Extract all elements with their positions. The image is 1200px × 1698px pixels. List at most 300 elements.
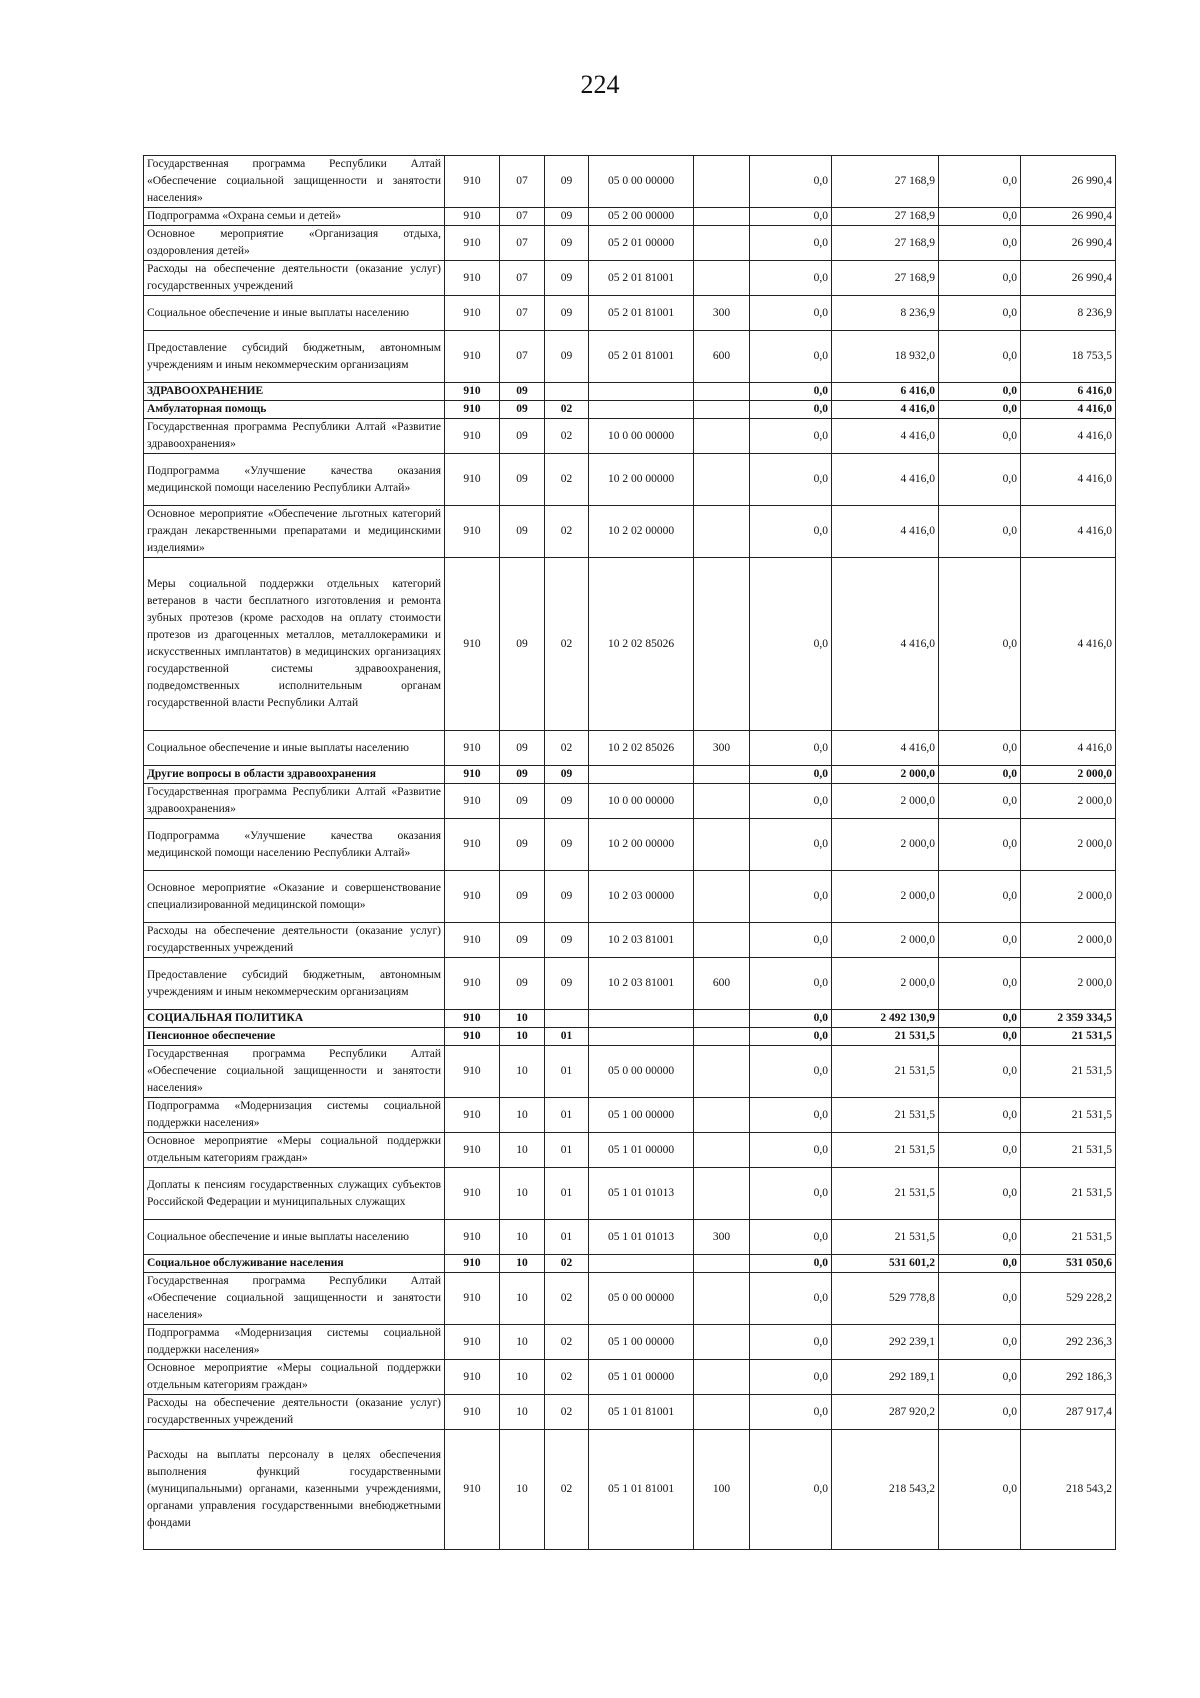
cell-grbs: 910 [445,1098,500,1133]
table-row [144,1168,1116,1220]
table-row [144,383,1116,401]
cell-section: 10 [500,1098,545,1133]
cell-value-4: 21 531,5 [1021,1220,1116,1255]
cell-expense-type: 100 [694,1430,750,1550]
cell-value-2: 2 000,0 [832,958,939,1010]
cell-value-4: 218 543,2 [1021,1430,1116,1550]
cell-expense-type [694,454,750,506]
cell-value-2: 292 239,1 [832,1325,939,1360]
cell-name: Расходы на выплаты персоналу в целях обеспечения выполнения функций государственными (муниципальными) органами, казенными учреждениями, органами управления государственными внебюджетными фондами [144,1430,445,1550]
cell-value-2: 529 778,8 [832,1273,939,1325]
cell-value-3: 0,0 [939,819,1021,871]
cell-value-4: 531 050,6 [1021,1255,1116,1273]
cell-section: 07 [500,156,545,208]
table-row [144,1273,1116,1325]
cell-value-4: 21 531,5 [1021,1028,1116,1046]
cell-value-4: 4 416,0 [1021,558,1116,731]
cell-subsection: 09 [545,261,589,296]
cell-target-article: 10 2 03 81001 [589,958,694,1010]
table-row [144,1360,1116,1395]
cell-target-article: 10 2 02 85026 [589,558,694,731]
cell-name: Подпрограмма «Улучшение качества оказания медицинской помощи населению Республики Алтай» [144,819,445,871]
cell-value-3: 0,0 [939,383,1021,401]
cell-value-1: 0,0 [750,506,832,558]
cell-subsection: 02 [545,1255,589,1273]
cell-expense-type [694,1273,750,1325]
cell-expense-type [694,208,750,226]
cell-expense-type [694,871,750,923]
cell-value-1: 0,0 [750,1028,832,1046]
cell-expense-type [694,1395,750,1430]
cell-expense-type [694,784,750,819]
cell-name: Социальное обслуживание населения [144,1255,445,1273]
cell-target-article: 05 1 01 01013 [589,1220,694,1255]
cell-name: Предоставление субсидий бюджетным, автономным учреждениям и иным некоммерческим организациям [144,331,445,383]
cell-value-4: 4 416,0 [1021,506,1116,558]
cell-value-1: 0,0 [750,261,832,296]
table-row [144,226,1116,261]
cell-expense-type: 300 [694,296,750,331]
cell-target-article: 05 2 01 81001 [589,296,694,331]
table-row [144,819,1116,871]
cell-subsection: 01 [545,1220,589,1255]
cell-grbs: 910 [445,784,500,819]
cell-expense-type [694,1133,750,1168]
cell-section: 07 [500,296,545,331]
table-row [144,506,1116,558]
table-row [144,331,1116,383]
cell-section: 09 [500,766,545,784]
cell-grbs: 910 [445,1255,500,1273]
cell-value-4: 4 416,0 [1021,401,1116,419]
cell-subsection: 02 [545,1360,589,1395]
cell-expense-type [694,419,750,454]
cell-subsection: 09 [545,331,589,383]
cell-value-1: 0,0 [750,1010,832,1028]
cell-section: 10 [500,1273,545,1325]
cell-section: 09 [500,958,545,1010]
cell-value-1: 0,0 [750,1046,832,1098]
cell-value-4: 26 990,4 [1021,261,1116,296]
cell-section: 09 [500,383,545,401]
budget-table [143,155,1116,1550]
table-row [144,558,1116,731]
cell-expense-type: 600 [694,958,750,1010]
cell-target-article: 10 0 00 00000 [589,419,694,454]
cell-subsection: 02 [545,419,589,454]
cell-value-2: 2 492 130,9 [832,1010,939,1028]
cell-name: Основное мероприятие «Оказание и совершенствование специализированной медицинской помощи» [144,871,445,923]
cell-value-4: 287 917,4 [1021,1395,1116,1430]
cell-section: 10 [500,1430,545,1550]
cell-value-4: 4 416,0 [1021,419,1116,454]
cell-name: Государственная программа Республики Алтай «Развитие здравоохранения» [144,419,445,454]
cell-value-3: 0,0 [939,1010,1021,1028]
cell-subsection: 01 [545,1168,589,1220]
cell-grbs: 910 [445,731,500,766]
cell-grbs: 910 [445,558,500,731]
cell-value-1: 0,0 [750,383,832,401]
cell-section: 10 [500,1395,545,1430]
cell-target-article [589,383,694,401]
cell-value-3: 0,0 [939,261,1021,296]
cell-name: Подпрограмма «Модернизация системы социальной поддержки населения» [144,1098,445,1133]
cell-target-article: 05 1 01 01013 [589,1168,694,1220]
cell-value-3: 0,0 [939,1046,1021,1098]
cell-section: 10 [500,1325,545,1360]
cell-value-1: 0,0 [750,419,832,454]
cell-value-1: 0,0 [750,731,832,766]
cell-value-2: 27 168,9 [832,156,939,208]
cell-name: Государственная программа Республики Алтай «Обеспечение социальной защищенности и занятости населения» [144,156,445,208]
cell-subsection: 02 [545,1273,589,1325]
cell-subsection [545,1010,589,1028]
cell-grbs: 910 [445,454,500,506]
cell-value-1: 0,0 [750,401,832,419]
cell-name: Основное мероприятие «Меры социальной поддержки отдельным категориям граждан» [144,1133,445,1168]
cell-section: 10 [500,1255,545,1273]
cell-target-article: 05 2 01 00000 [589,226,694,261]
cell-value-2: 4 416,0 [832,506,939,558]
cell-expense-type [694,1325,750,1360]
cell-value-2: 21 531,5 [832,1046,939,1098]
table-row [144,296,1116,331]
cell-value-4: 2 359 334,5 [1021,1010,1116,1028]
cell-grbs: 910 [445,331,500,383]
cell-subsection: 01 [545,1098,589,1133]
cell-name: Государственная программа Республики Алтай «Обеспечение социальной защищенности и занятости населения» [144,1273,445,1325]
cell-section: 07 [500,226,545,261]
cell-value-3: 0,0 [939,506,1021,558]
table-row [144,1255,1116,1273]
cell-value-3: 0,0 [939,923,1021,958]
cell-subsection: 02 [545,1430,589,1550]
cell-subsection: 02 [545,454,589,506]
cell-grbs: 910 [445,401,500,419]
page-number: 224 [580,70,620,99]
table-row [144,1395,1116,1430]
cell-value-2: 2 000,0 [832,871,939,923]
table-row [144,208,1116,226]
cell-subsection: 02 [545,401,589,419]
cell-expense-type [694,156,750,208]
cell-value-1: 0,0 [750,1255,832,1273]
cell-name: Другие вопросы в области здравоохранения [144,766,445,784]
cell-grbs: 910 [445,1010,500,1028]
cell-section: 09 [500,923,545,958]
cell-subsection: 09 [545,766,589,784]
cell-section: 10 [500,1133,545,1168]
cell-target-article: 05 1 01 81001 [589,1395,694,1430]
cell-subsection: 01 [545,1046,589,1098]
cell-subsection: 09 [545,156,589,208]
cell-value-4: 26 990,4 [1021,156,1116,208]
cell-target-article: 10 2 03 00000 [589,871,694,923]
cell-target-article: 05 1 01 00000 [589,1360,694,1395]
cell-expense-type [694,558,750,731]
cell-value-1: 0,0 [750,1098,832,1133]
cell-grbs: 910 [445,766,500,784]
cell-expense-type [694,1255,750,1273]
cell-value-1: 0,0 [750,871,832,923]
cell-value-2: 27 168,9 [832,226,939,261]
cell-grbs: 910 [445,1028,500,1046]
cell-target-article: 05 2 01 81001 [589,331,694,383]
cell-grbs: 910 [445,1430,500,1550]
cell-target-article: 05 1 00 00000 [589,1098,694,1133]
cell-target-article [589,1255,694,1273]
cell-value-2: 292 189,1 [832,1360,939,1395]
table-row [144,923,1116,958]
cell-value-3: 0,0 [939,331,1021,383]
cell-expense-type [694,226,750,261]
cell-expense-type [694,1168,750,1220]
cell-value-2: 27 168,9 [832,261,939,296]
cell-expense-type [694,261,750,296]
cell-grbs: 910 [445,1273,500,1325]
cell-value-4: 2 000,0 [1021,819,1116,871]
cell-section: 09 [500,419,545,454]
cell-name: СОЦИАЛЬНАЯ ПОЛИТИКА [144,1010,445,1028]
cell-value-2: 4 416,0 [832,401,939,419]
cell-value-2: 18 932,0 [832,331,939,383]
cell-subsection: 09 [545,226,589,261]
cell-value-2: 2 000,0 [832,819,939,871]
cell-value-1: 0,0 [750,331,832,383]
table-row [144,1220,1116,1255]
cell-value-3: 0,0 [939,1255,1021,1273]
cell-section: 10 [500,1046,545,1098]
cell-value-4: 4 416,0 [1021,731,1116,766]
table-row [144,1325,1116,1360]
cell-value-1: 0,0 [750,208,832,226]
cell-value-4: 2 000,0 [1021,766,1116,784]
cell-name: Пенсионное обеспечение [144,1028,445,1046]
cell-target-article: 05 0 00 00000 [589,1273,694,1325]
cell-target-article [589,1028,694,1046]
cell-value-1: 0,0 [750,958,832,1010]
cell-name: Подпрограмма «Модернизация системы социальной поддержки населения» [144,1325,445,1360]
cell-value-4: 2 000,0 [1021,871,1116,923]
cell-name: Предоставление субсидий бюджетным, автономным учреждениям и иным некоммерческим организациям [144,958,445,1010]
cell-value-1: 0,0 [750,1220,832,1255]
cell-value-4: 18 753,5 [1021,331,1116,383]
cell-grbs: 910 [445,419,500,454]
cell-expense-type [694,1028,750,1046]
cell-target-article [589,766,694,784]
cell-subsection: 09 [545,871,589,923]
cell-value-1: 0,0 [750,784,832,819]
cell-value-1: 0,0 [750,1168,832,1220]
table-row [144,1430,1116,1550]
cell-value-2: 8 236,9 [832,296,939,331]
cell-name: Государственная программа Республики Алтай «Развитие здравоохранения» [144,784,445,819]
cell-expense-type [694,506,750,558]
table-row [144,1098,1116,1133]
cell-value-2: 21 531,5 [832,1168,939,1220]
cell-subsection: 02 [545,558,589,731]
cell-section: 07 [500,261,545,296]
cell-value-3: 0,0 [939,454,1021,506]
cell-expense-type [694,1098,750,1133]
cell-subsection: 02 [545,506,589,558]
cell-value-1: 0,0 [750,226,832,261]
cell-value-4: 2 000,0 [1021,958,1116,1010]
cell-grbs: 910 [445,208,500,226]
cell-expense-type [694,1010,750,1028]
cell-value-3: 0,0 [939,156,1021,208]
table-row [144,766,1116,784]
cell-value-3: 0,0 [939,208,1021,226]
cell-value-3: 0,0 [939,296,1021,331]
budget-table-body [144,156,1116,1550]
cell-value-3: 0,0 [939,784,1021,819]
cell-expense-type [694,766,750,784]
cell-value-4: 2 000,0 [1021,923,1116,958]
cell-value-1: 0,0 [750,1273,832,1325]
cell-grbs: 910 [445,383,500,401]
cell-value-1: 0,0 [750,156,832,208]
cell-value-4: 26 990,4 [1021,226,1116,261]
cell-subsection: 09 [545,819,589,871]
cell-value-3: 0,0 [939,871,1021,923]
table-row [144,871,1116,923]
cell-value-2: 287 920,2 [832,1395,939,1430]
cell-value-2: 531 601,2 [832,1255,939,1273]
cell-section: 10 [500,1360,545,1395]
table-row [144,1010,1116,1028]
cell-value-1: 0,0 [750,1360,832,1395]
cell-grbs: 910 [445,1168,500,1220]
cell-value-4: 21 531,5 [1021,1046,1116,1098]
table-row [144,156,1116,208]
cell-expense-type [694,923,750,958]
cell-name: ЗДРАВООХРАНЕНИЕ [144,383,445,401]
cell-subsection: 09 [545,784,589,819]
cell-value-1: 0,0 [750,819,832,871]
cell-value-2: 6 416,0 [832,383,939,401]
cell-name: Социальное обеспечение и иные выплаты населению [144,296,445,331]
cell-subsection: 09 [545,208,589,226]
cell-name: Основное мероприятие «Организация отдыха, оздоровления детей» [144,226,445,261]
cell-value-2: 2 000,0 [832,766,939,784]
cell-expense-type [694,1046,750,1098]
cell-target-article: 05 0 00 00000 [589,156,694,208]
cell-target-article: 10 2 00 00000 [589,454,694,506]
cell-value-4: 4 416,0 [1021,454,1116,506]
cell-value-3: 0,0 [939,1220,1021,1255]
cell-name: Доплаты к пенсиям государственных служащих субъектов Российской Федерации и муниципальных служащих [144,1168,445,1220]
cell-value-1: 0,0 [750,1325,832,1360]
cell-expense-type: 300 [694,1220,750,1255]
table-row [144,958,1116,1010]
cell-name: Государственная программа Республики Алтай «Обеспечение социальной защищенности и занятости населения» [144,1046,445,1098]
cell-value-3: 0,0 [939,766,1021,784]
cell-target-article: 10 2 00 00000 [589,819,694,871]
cell-expense-type: 600 [694,331,750,383]
cell-target-article: 10 2 02 00000 [589,506,694,558]
cell-value-1: 0,0 [750,766,832,784]
cell-value-2: 4 416,0 [832,419,939,454]
cell-value-3: 0,0 [939,1098,1021,1133]
cell-grbs: 910 [445,958,500,1010]
cell-grbs: 910 [445,819,500,871]
cell-section: 09 [500,401,545,419]
cell-value-3: 0,0 [939,1325,1021,1360]
cell-grbs: 910 [445,506,500,558]
table-row [144,784,1116,819]
cell-section: 09 [500,558,545,731]
cell-grbs: 910 [445,156,500,208]
cell-target-article: 10 2 03 81001 [589,923,694,958]
cell-grbs: 910 [445,296,500,331]
cell-name: Меры социальной поддержки отдельных категорий ветеранов в части бесплатного изготовления и ремонта зубных протезов (кроме расходов на оплату стоимости протезов из драгоценных металлов, металлокерамики и искусственных имплантатов) в медицинских организациях государственной системы здравоохранения, подведомственных исполнительным органам государственной власти Республики Алтай [144,558,445,731]
cell-value-2: 21 531,5 [832,1220,939,1255]
cell-section: 07 [500,331,545,383]
cell-section: 09 [500,731,545,766]
cell-value-2: 2 000,0 [832,784,939,819]
cell-name: Основное мероприятие «Обеспечение льготных категорий граждан лекарственными препаратами и медицинскими изделиями» [144,506,445,558]
cell-subsection [545,383,589,401]
cell-subsection: 02 [545,1395,589,1430]
cell-value-3: 0,0 [939,1133,1021,1168]
cell-value-4: 21 531,5 [1021,1168,1116,1220]
cell-name: Подпрограмма «Улучшение качества оказания медицинской помощи населению Республики Алтай» [144,454,445,506]
cell-value-1: 0,0 [750,454,832,506]
cell-grbs: 910 [445,1395,500,1430]
cell-expense-type [694,401,750,419]
cell-target-article [589,1010,694,1028]
cell-grbs: 910 [445,871,500,923]
cell-value-2: 21 531,5 [832,1098,939,1133]
cell-value-1: 0,0 [750,1395,832,1430]
cell-value-4: 529 228,2 [1021,1273,1116,1325]
cell-grbs: 910 [445,1220,500,1255]
cell-name: Подпрограмма «Охрана семьи и детей» [144,208,445,226]
cell-target-article: 05 2 00 00000 [589,208,694,226]
cell-subsection: 09 [545,958,589,1010]
cell-subsection: 01 [545,1028,589,1046]
cell-value-4: 292 236,3 [1021,1325,1116,1360]
cell-value-4: 21 531,5 [1021,1133,1116,1168]
cell-target-article [589,401,694,419]
cell-name: Основное мероприятие «Меры социальной поддержки отдельным категориям граждан» [144,1360,445,1395]
cell-value-4: 292 186,3 [1021,1360,1116,1395]
cell-value-1: 0,0 [750,558,832,731]
cell-value-1: 0,0 [750,1430,832,1550]
cell-section: 09 [500,871,545,923]
table-row [144,1028,1116,1046]
cell-value-2: 27 168,9 [832,208,939,226]
cell-target-article: 05 2 01 81001 [589,261,694,296]
cell-value-3: 0,0 [939,1168,1021,1220]
cell-section: 07 [500,208,545,226]
cell-name: Амбулаторная помощь [144,401,445,419]
cell-value-3: 0,0 [939,419,1021,454]
cell-expense-type: 300 [694,731,750,766]
table-row [144,419,1116,454]
cell-value-2: 2 000,0 [832,923,939,958]
cell-target-article: 10 0 00 00000 [589,784,694,819]
cell-target-article: 10 2 02 85026 [589,731,694,766]
cell-value-2: 4 416,0 [832,731,939,766]
cell-target-article: 05 1 01 00000 [589,1133,694,1168]
cell-subsection: 02 [545,731,589,766]
cell-value-4: 6 416,0 [1021,383,1116,401]
cell-value-2: 218 543,2 [832,1430,939,1550]
table-row [144,261,1116,296]
cell-name: Расходы на обеспечение деятельности (оказание услуг) государственных учреждений [144,1395,445,1430]
